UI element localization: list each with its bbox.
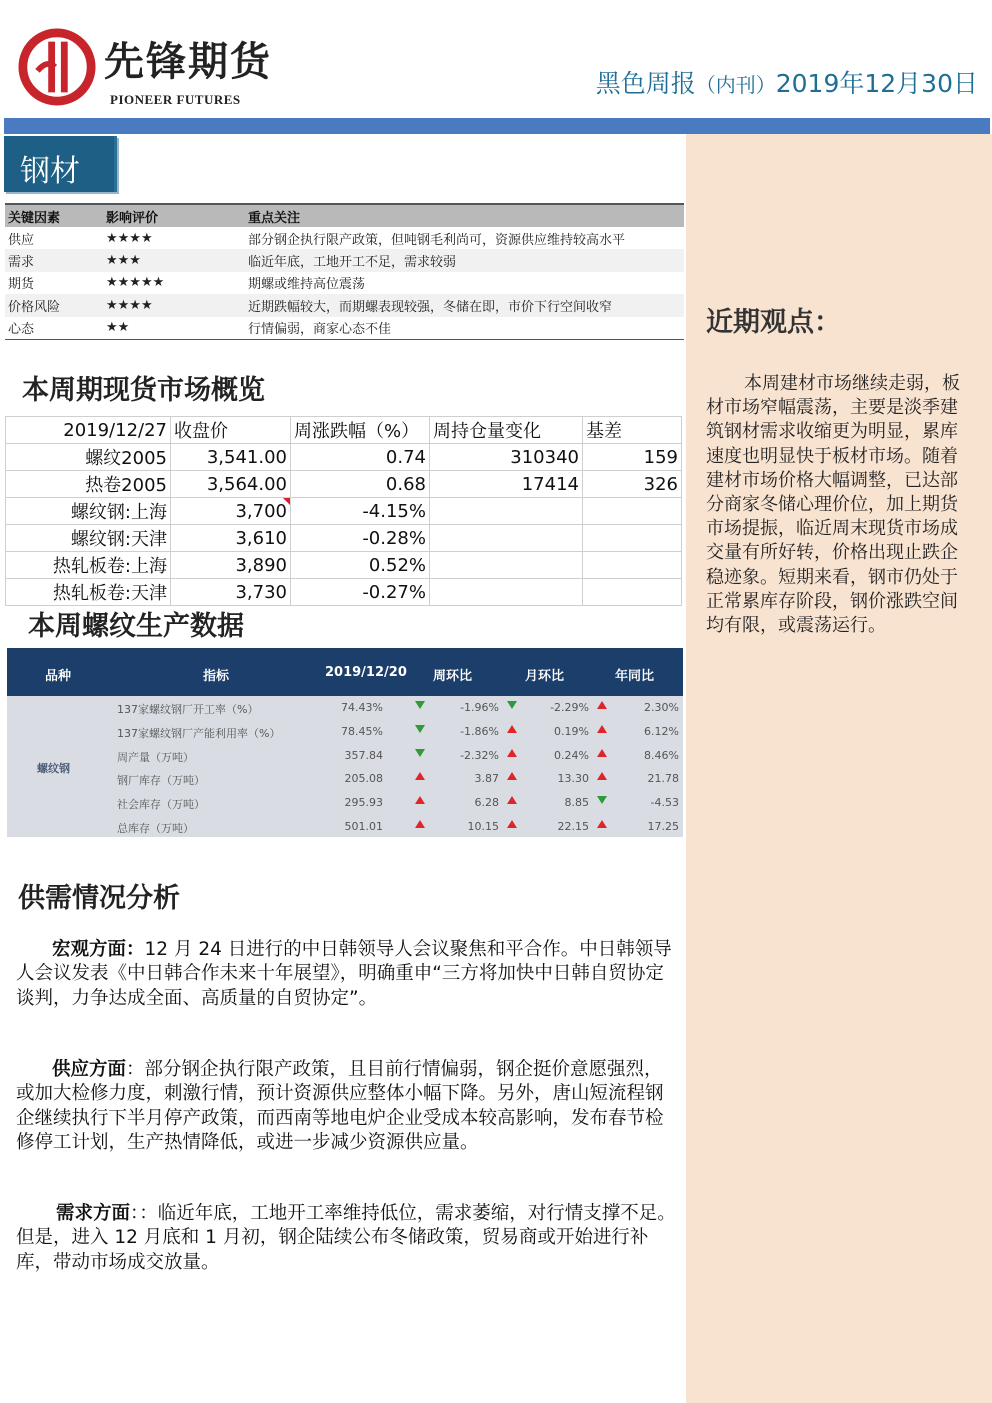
paragraph-sep: ： [126, 939, 145, 960]
market-cell: 0.52% [291, 552, 430, 579]
indicator-name: 周产量（万吨） [117, 750, 194, 764]
wow-value: 3.87 [474, 772, 499, 786]
table-row [5, 249, 684, 271]
wow-value: 10.15 [467, 820, 499, 833]
mom-value: 13.30 [557, 772, 589, 786]
market-table [5, 416, 682, 606]
production-category: 螺纹钢 [37, 762, 70, 775]
focus-cell: 近期跌幅较大，而期螺表现较强，冬储在即，市价下行空间收窄 [245, 294, 684, 316]
production-header-cell: 品种 [45, 669, 72, 684]
table-row [7, 792, 683, 816]
rating-cell: ★★★★ [106, 230, 153, 246]
arrow-up-icon [597, 772, 607, 780]
market-cell: 0.68 [291, 471, 430, 498]
market-header-cell: 收盘价 [171, 417, 291, 444]
sidebar-heading: 近期观点： [706, 307, 841, 338]
key-factor-header-cell: 重点关注 [245, 204, 684, 227]
paragraph-text: 12 月 24 日进行的中日韩领导人会议聚焦和平合作。中日韩领导人会议发表《中日韩合作未来十年展望》，明确重申“三方将加快中日韩自贸协定谈判，力争达成全面、高质量的自贸协定”。 [16, 939, 672, 1009]
paragraph-lead: 需求方面 [56, 1203, 131, 1224]
paragraph-sep: ：： [130, 1203, 158, 1224]
arrow-up-icon [507, 820, 517, 828]
market-cell [430, 552, 583, 579]
paragraph-text: 临近年底，工地开工率维持低位，需求萎缩，对行情支撑不足。但是，进入 12 月底和 1 月初，钢企陆续公布冬储政策，贸易商或开始进行补库，带动市场成交放量。 [16, 1203, 676, 1273]
market-cell: 0.74 [291, 444, 430, 471]
report-name: 黑色周报 [595, 69, 696, 98]
indicator-name: 137家螺纹钢厂产能利用率（%） [117, 726, 281, 740]
production-header-cell: 周环比 [433, 669, 473, 684]
table-row [6, 525, 682, 552]
market-cell: 3,541.00 [171, 444, 291, 471]
market-cell: 热轧板卷:上海 [6, 552, 171, 579]
focus-cell: 行情偏弱，商家心态不佳 [245, 317, 684, 340]
arrow-down-icon [597, 796, 607, 804]
report-inner-tag: （内刊） [695, 73, 776, 97]
market-cell: 螺纹钢:天津 [6, 525, 171, 552]
market-cell: 3,700 [171, 498, 291, 525]
arrow-down-icon [415, 701, 425, 709]
brand-name-en: PIONEER FUTURES [110, 92, 241, 107]
table-row [7, 721, 683, 745]
yoy-value: 2.30% [644, 701, 679, 714]
report-date: 2019年12月30日 [775, 69, 978, 98]
section-tab-steel [4, 136, 117, 192]
market-cell: 3,890 [171, 552, 291, 579]
market-cell [430, 525, 583, 552]
key-factor-table [5, 203, 684, 340]
wow-value: 6.28 [474, 796, 499, 810]
paragraph-lead: 供应方面 [52, 1059, 127, 1080]
table-row [6, 498, 682, 525]
paragraph-text: 部分钢企执行限产政策，且目前行情偏弱，钢企挺价意愿强烈，或加大检修力度，刺激行情，预计资源供应整体小幅下降。另外，唐山短流程钢企继续执行下半月停产政策，而西南等地电炉企业受成本较高影响，发布春节检修停工计划，生产热情降低，或进一步减少资源供应量。 [16, 1059, 664, 1154]
table-row [7, 768, 683, 792]
paragraph-lead: 宏观方面 [52, 939, 127, 960]
arrow-down-icon [507, 701, 517, 709]
arrow-up-icon [415, 772, 425, 780]
arrow-down-icon [415, 725, 425, 733]
report-title [596, 64, 978, 100]
indicator-value: 205.08 [344, 772, 383, 786]
arrow-up-icon [507, 772, 517, 780]
pioneer-logo-icon [18, 28, 96, 106]
rating-cell: ★★ [103, 317, 245, 340]
key-factor-header-cell: 影响评价 [103, 204, 245, 227]
arrow-up-icon [507, 725, 517, 733]
market-header-cell: 周持仓量变化 [430, 417, 583, 444]
market-cell: 螺纹钢:上海 [6, 498, 171, 525]
production-header-row [7, 648, 683, 696]
arrow-up-icon [507, 749, 517, 757]
table-row [5, 294, 684, 316]
arrow-up-icon [597, 820, 607, 828]
table-row [6, 471, 682, 498]
analysis-heading: 供需情况分析 [18, 883, 180, 914]
indicator-name: 总库存（万吨） [117, 822, 194, 835]
market-cell: 热轧板卷:天津 [6, 579, 171, 606]
market-cell: 热卷2005 [6, 471, 171, 498]
market-header-cell: 2019/12/27 [6, 417, 171, 444]
wow-value: -1.96% [460, 701, 499, 714]
table-row [5, 317, 684, 340]
market-heading: 本周期现货市场概览 [22, 375, 265, 406]
focus-cell: 部分钢企执行限产政策，但吨钢毛利尚可，资源供应维持较高水平 [248, 232, 626, 248]
factor-cell: 供应 [8, 232, 35, 248]
indicator-name: 钢厂库存（万吨） [117, 774, 205, 788]
market-cell: -4.15% [291, 498, 430, 525]
brand-name-cn: 先锋期货 [104, 38, 272, 85]
market-header-row [6, 417, 682, 444]
indicator-value: 295.93 [344, 796, 383, 810]
production-header-cell: 2019/12/20 [325, 665, 407, 680]
arrow-up-icon [597, 701, 607, 709]
market-cell [583, 525, 682, 552]
key-factor-header-cell: 关键因素 [5, 204, 103, 227]
factor-cell: 心态 [5, 317, 103, 340]
market-cell: 3,564.00 [171, 471, 291, 498]
market-cell: 159 [583, 444, 682, 471]
market-header-cell: 周涨跌幅（%） [291, 417, 430, 444]
table-row [6, 579, 682, 606]
factor-cell: 价格风险 [5, 294, 103, 316]
key-factor-header-row [5, 204, 684, 227]
indicator-value: 501.01 [344, 820, 383, 833]
market-header-cell: 基差 [583, 417, 682, 444]
indicator-value: 74.43% [341, 701, 383, 714]
arrow-up-icon [597, 725, 607, 733]
market-cell: 17414 [430, 471, 583, 498]
market-cell: -0.27% [291, 579, 430, 606]
production-header-cell: 月环比 [525, 669, 565, 684]
mom-value: -2.29% [550, 701, 589, 714]
mom-value: 8.85 [564, 796, 589, 810]
wow-value: -2.32% [460, 748, 499, 762]
paragraph-demand [16, 1202, 680, 1275]
focus-cell: 临近年底，工地开工不足，需求较弱 [245, 249, 684, 271]
production-header-cell: 指标 [203, 669, 230, 684]
market-cell: 326 [583, 471, 682, 498]
paragraph-supply [16, 1058, 680, 1156]
indicator-name: 社会库存（万吨） [117, 798, 205, 812]
market-cell: 3,730 [171, 579, 291, 606]
yoy-value: -4.53 [650, 796, 679, 810]
table-row [7, 816, 683, 840]
yoy-value: 17.25 [647, 820, 679, 833]
market-cell [583, 498, 682, 525]
market-cell: -0.28% [291, 525, 430, 552]
market-cell [430, 498, 583, 525]
arrow-up-icon [415, 796, 425, 804]
market-cell: 3,610 [171, 525, 291, 552]
production-table [7, 648, 683, 837]
focus-cell: 期螺或维持高位震荡 [248, 277, 366, 293]
table-row [5, 227, 684, 249]
section-tab-label: 钢材 [20, 154, 80, 189]
mom-value: 22.15 [557, 820, 589, 833]
header-divider-bar [4, 118, 990, 134]
arrow-down-icon [415, 749, 425, 757]
mom-value: 0.19% [554, 724, 589, 738]
paragraph-macro [16, 938, 680, 1011]
market-cell [583, 552, 682, 579]
rating-cell: ★★★ [103, 249, 245, 271]
sidebar-text: 本周建材市场继续走弱，板材市场窄幅震荡，主要是淡季建筑钢材需求收缩更为明显，累库速度也明显快于板材市场。随着建材市场价格大幅调整，已达部分商家冬储心理价位，加上期货市场提振，临近周末现货市场成交量有所好转，价格出现止跌企稳迹象。短期来看，钢市仍处于正常累库存阶段，钢价涨跌空间均有限，或震荡运行。 [706, 373, 960, 637]
table-row [5, 272, 684, 294]
rating-cell: ★★★★★ [106, 275, 165, 291]
table-row [7, 745, 683, 769]
arrow-up-icon [597, 749, 607, 757]
arrow-up-icon [507, 796, 517, 804]
yoy-value: 6.12% [644, 724, 679, 738]
production-heading: 本周螺纹生产数据 [28, 611, 244, 642]
yoy-value: 8.46% [644, 748, 679, 762]
table-row [6, 552, 682, 579]
wow-value: -1.86% [460, 724, 499, 738]
indicator-value: 78.45% [341, 724, 383, 738]
rating-cell: ★★★★ [103, 294, 245, 316]
table-row [6, 444, 682, 471]
paragraph-sep: ： [126, 1059, 145, 1080]
arrow-up-icon [415, 820, 425, 828]
indicator-name: 137家螺纹钢厂开工率（%） [117, 703, 259, 716]
table-row [7, 697, 683, 721]
market-cell: 螺纹2005 [6, 444, 171, 471]
market-cell [430, 579, 583, 606]
market-cell: 310340 [430, 444, 583, 471]
indicator-value: 357.84 [344, 748, 383, 762]
factor-cell: 需求 [5, 249, 103, 271]
mom-value: 0.24% [554, 748, 589, 762]
yoy-value: 21.78 [647, 772, 679, 786]
market-cell [583, 579, 682, 606]
factor-cell: 期货 [8, 277, 35, 293]
production-header-cell: 年同比 [615, 669, 655, 684]
